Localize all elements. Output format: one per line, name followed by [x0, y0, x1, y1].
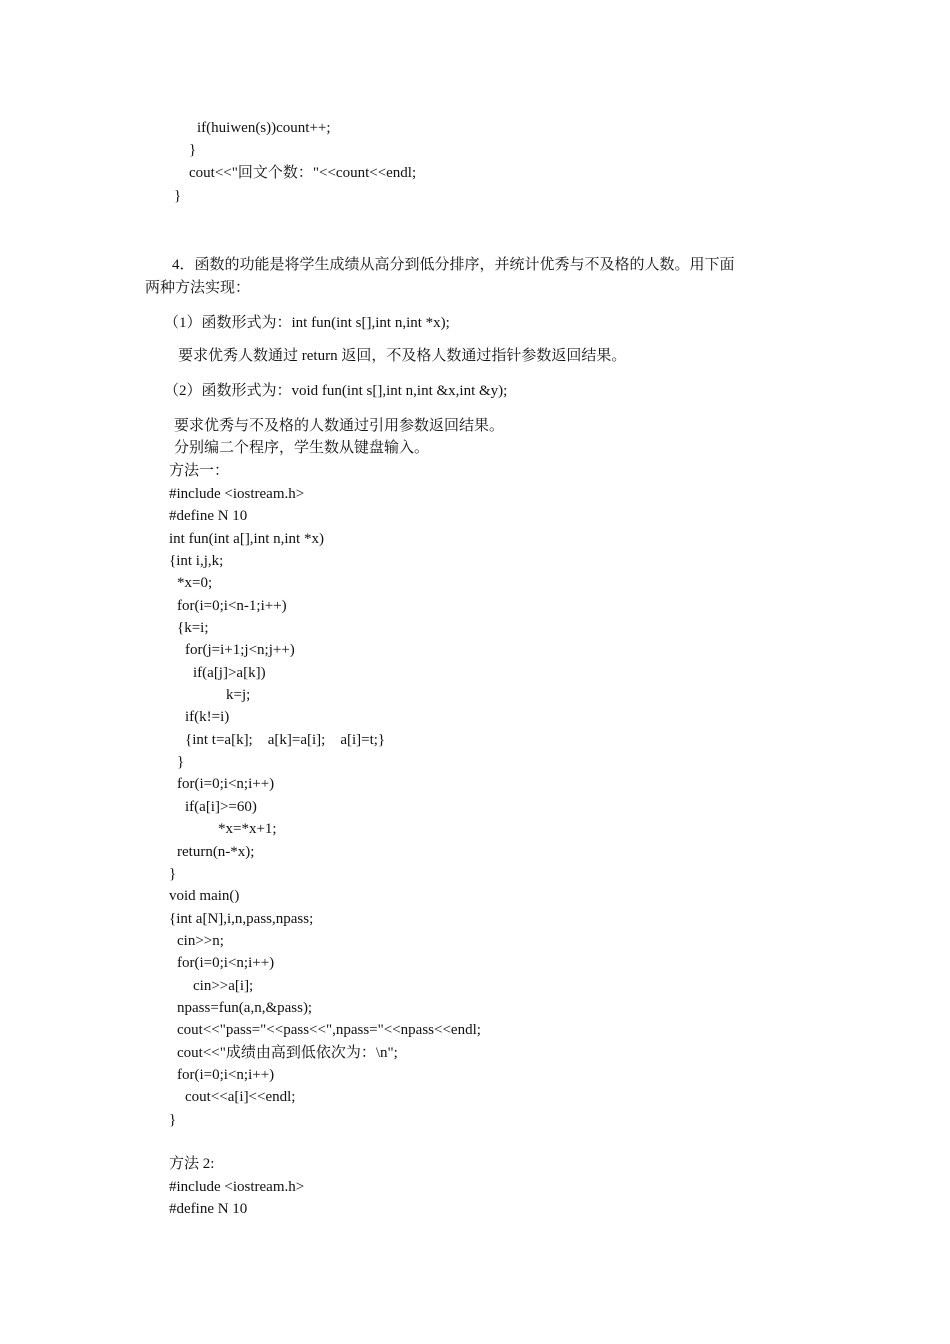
- method-1-heading: 方法一：: [169, 463, 230, 479]
- code-line: int fun(int a[],int n,int *x): [169, 531, 324, 547]
- requirement-2: 要求优秀与不及格的人数通过引用参数返回结果。: [174, 418, 505, 434]
- code-line: *x=0;: [177, 575, 213, 591]
- code-line: cout<<"pass="<<pass<<",npass="<<npass<<endl;: [177, 1022, 481, 1038]
- code-line: for(i=0;i<n;i++): [177, 1067, 275, 1083]
- code-line: cin>>n;: [177, 933, 224, 949]
- function-form-2: （2）函数形式为：void fun(int s[],int n,int &x,int &y);: [164, 383, 508, 399]
- code-line: if(k!=i): [185, 709, 230, 725]
- code-line: {int a[N],i,n,pass,npass;: [169, 911, 314, 927]
- code-line: return(n-*x);: [177, 844, 255, 860]
- function-form-1: （1）函数形式为：int fun(int s[],int n,int *x);: [164, 315, 450, 331]
- code-line: cout<<"回文个数："<<count<<endl;: [189, 165, 417, 181]
- requirement-1: 要求优秀人数通过 return 返回，不及格人数通过指针参数返回结果。: [178, 348, 627, 364]
- code-line: #define N 10: [169, 1201, 248, 1217]
- code-line: }: [169, 1112, 177, 1128]
- code-line: {k=i;: [177, 620, 209, 636]
- problem-paragraph-line-2: 两种方法实现：: [145, 280, 251, 296]
- code-line: if(a[i]>=60): [185, 799, 257, 815]
- code-line: for(i=0;i<n;i++): [177, 776, 275, 792]
- code-line: *x=*x+1;: [218, 821, 277, 837]
- code-line: #include <iostream.h>: [169, 1179, 305, 1195]
- code-line: for(j=i+1;j<n;j++): [185, 642, 295, 658]
- code-line: cin>>a[i];: [193, 978, 254, 994]
- code-line: }: [174, 188, 182, 204]
- code-line: }: [169, 866, 177, 882]
- code-line: for(i=0;i<n;i++): [177, 955, 275, 971]
- code-line: #include <iostream.h>: [169, 486, 305, 502]
- code-line: cout<<a[i]<<endl;: [185, 1089, 296, 1105]
- code-line: npass=fun(a,n,&pass);: [177, 1000, 313, 1016]
- code-line: {int i,j,k;: [169, 553, 224, 569]
- code-line: k=j;: [226, 687, 251, 703]
- requirement-3: 分别编二个程序，学生数从键盘输入。: [174, 440, 430, 456]
- code-line: {int t=a[k]; a[k]=a[i]; a[i]=t;}: [185, 732, 386, 748]
- problem-paragraph-line-1: 4．函数的功能是将学生成绩从高分到低分排序，并统计优秀与不及格的人数。用下面: [172, 257, 735, 273]
- code-line: void main(): [169, 888, 240, 904]
- code-line: }: [177, 754, 185, 770]
- code-line: #define N 10: [169, 508, 248, 524]
- code-line: cout<<"成绩由高到低依次为：\n";: [177, 1045, 398, 1061]
- code-line: }: [189, 142, 197, 158]
- method-2-heading: 方法 2:: [169, 1156, 215, 1172]
- code-line: if(a[j]>a[k]): [193, 665, 266, 681]
- code-line: if(huiwen(s))count++;: [197, 120, 331, 136]
- code-line: for(i=0;i<n-1;i++): [177, 598, 287, 614]
